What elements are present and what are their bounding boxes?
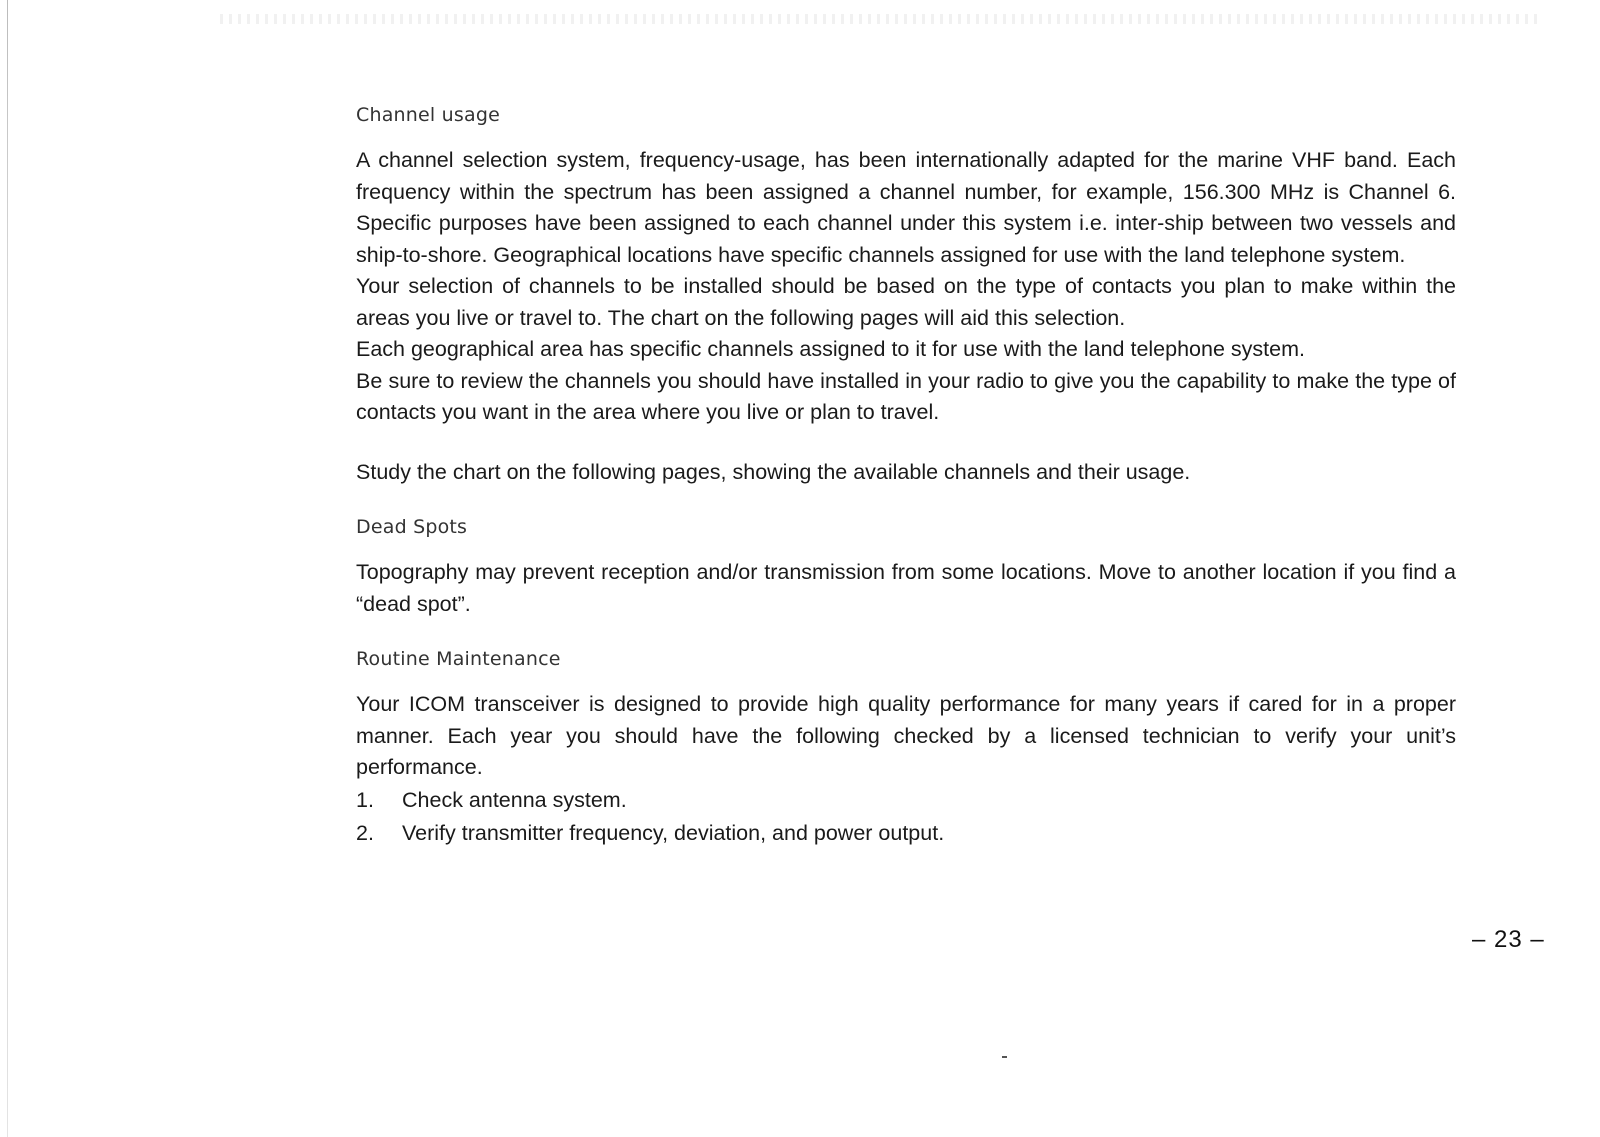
scan-edge-line [7, 0, 8, 1137]
paragraph: A channel selection system, frequency-usage, has been internationally adapted for the marine VHF band. Each frequency within the spectrum has been assigned a channel number, for example, 156.300 MHz is Channel 6. Specific purposes have been assigned to each channel under this system i.e. inter-ship between two vessels and ship-to-shore. Geographical locations have specific channels assigned for use with the land telephone system. [356, 148, 1456, 267]
paragraph: Be sure to review the channels you should have installed in your radio to give you the capability to make the type of contacts you want in the area where you live or plan to travel. [356, 368, 1456, 424]
list-item [356, 817, 1456, 850]
maintenance-list [356, 784, 1456, 850]
list-item [356, 784, 1456, 817]
scan-noise [220, 14, 1540, 24]
page-number: – 23 – [1472, 926, 1545, 953]
list-item-number: 1. [356, 787, 374, 812]
list-item-number: 2. [356, 820, 374, 845]
list-item-text: Verify transmitter frequency, deviation, and power output. [402, 820, 945, 845]
scan-speck [1002, 1056, 1007, 1058]
study-note: Study the chart on the following pages, showing the available channels and their usage. [356, 459, 1191, 484]
paragraph: Your selection of channels to be installed should be based on the type of contacts you plan to make within the areas you live or travel to. The chart on the following pages will aid this selection. [356, 274, 1456, 330]
section-dead-spots [356, 516, 1456, 620]
section-heading: Routine Maintenance [356, 648, 561, 670]
section-routine-maintenance [356, 648, 1456, 850]
section-heading: Channel usage [356, 104, 500, 126]
page-content [356, 104, 1456, 878]
paragraph: Each geographical area has specific channels assigned to it for use with the land telephone system. [356, 337, 1305, 361]
paragraph: Your ICOM transceiver is designed to provide high quality performance for many years if cared for in a proper manner. Each year you should have the following checked by a licensed technician to verify your unit’s performance. [356, 692, 1456, 779]
section-channel-usage [356, 104, 1456, 488]
list-item-text: Check antenna system. [402, 787, 627, 812]
section-heading: Dead Spots [356, 516, 468, 538]
paragraph: Topography may prevent reception and/or transmission from some locations. Move to another location if you find a “dead spot”. [356, 560, 1456, 616]
